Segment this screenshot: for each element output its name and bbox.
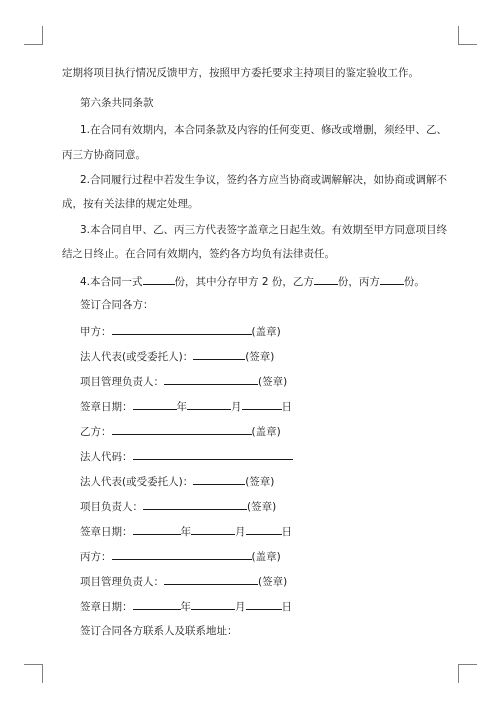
party-a-blank [112,323,252,335]
party-c-blank [112,548,252,560]
party-a-seal: (盖章) [251,326,281,338]
party-a-legal-rep-row [80,348,274,364]
year-label: 年 [180,526,191,538]
clause-1-line-1: 1.在合同有效期内，本合同条款及内容的任何变更、修改或增删，须经甲、乙、 [80,124,448,136]
pm-lead-label: 项目管理负责人： [80,376,164,388]
party-b-legal-code-row [80,448,293,464]
legal-rep-blank [193,473,245,485]
clause-3-line-2: 结之日终止。在合同有效期内，签约各方均负有法律责任。 [62,248,335,260]
paragraph-continuation: 定期将项目执行情况反馈甲方，按照甲方委托要求主持项目的鉴定验收工作。 [62,67,419,79]
party-b-date-row [80,523,292,539]
pm-lead-signature: (签章) [258,576,288,588]
clause-4-part-c: 份，丙方 [337,276,380,288]
contacts-heading: 签订合同各方联系人及联系地址： [80,625,238,637]
month-blank [187,398,231,410]
day-label: 日 [281,526,292,538]
clause-4 [80,273,425,289]
month-blank [191,523,235,535]
day-label: 日 [281,401,292,413]
party-b-row [80,423,281,439]
sign-date-label: 签章日期： [80,526,133,538]
day-blank [246,523,282,535]
day-label: 日 [281,601,292,613]
crop-mark-bottom-left [24,664,43,683]
copies-party-c-blank [380,273,404,285]
clause-3-line-1: 3.本合同自甲、乙、丙三方代表签字盖章之日起生效。有效期至甲方同意项目终 [80,224,448,236]
clause-1-line-2: 丙三方协商同意。 [62,149,146,161]
party-c-seal: (盖章) [251,551,281,563]
party-c-date-row [80,598,292,614]
party-c-label: 丙方： [80,551,112,563]
month-label: 月 [235,601,246,613]
legal-rep-signature: (签章) [245,476,275,488]
pm-lead-label: 项目管理负责人： [80,576,164,588]
pm-lead-blank [164,573,258,585]
party-b-project-lead-row [80,498,276,514]
party-b-seal: (盖章) [251,426,281,438]
legal-rep-label: 法人代表(或受委托人)： [80,351,194,363]
day-blank [246,598,282,610]
party-b-label: 乙方： [80,426,112,438]
crop-mark-top-right [458,26,477,45]
copies-total-blank [143,273,175,285]
party-a-label: 甲方： [80,326,112,338]
legal-code-blank [133,448,293,460]
pm-lead-signature: (签章) [258,376,288,388]
party-a-row [80,323,281,339]
clause-2-line-2: 成，按有关法律的规定处理。 [62,198,199,210]
clause-2-line-1: 2.合同履行过程中若发生争议，签约各方应当协商或调解解决，如协商或调解不 [80,174,448,186]
year-blank [133,523,181,535]
crop-mark-top-left [24,26,43,45]
party-b-blank [112,423,252,435]
project-lead-label: 项目负责人： [80,501,143,513]
clause-4-part-b: 份，其中分存甲方 2 份，乙方 [174,276,314,288]
sign-date-label: 签章日期： [80,601,133,613]
legal-rep-blank [193,348,245,360]
legal-code-label: 法人代码： [80,451,133,463]
year-blank [133,398,177,410]
party-b-legal-rep-row [80,473,274,489]
article-six-title: 第六条共同条款 [80,97,154,109]
month-blank [191,598,235,610]
party-c-row [80,548,281,564]
day-blank [242,398,282,410]
pm-lead-blank [164,373,258,385]
project-lead-signature: (签章) [247,501,277,513]
year-label: 年 [176,401,187,413]
crop-mark-bottom-right [458,664,477,683]
year-blank [133,598,181,610]
copies-party-b-blank [314,273,338,285]
month-label: 月 [235,526,246,538]
clause-4-part-a: 4.本合同一式 [80,276,143,288]
month-label: 月 [231,401,242,413]
party-c-pm-lead-row [80,573,287,589]
party-a-pm-lead-row [80,373,287,389]
legal-rep-signature: (签章) [245,351,275,363]
project-lead-blank [143,498,247,510]
sign-date-label: 签章日期： [80,401,133,413]
signing-parties-heading: 签订合同各方： [80,299,154,311]
clause-4-part-d: 份。 [403,276,425,288]
party-a-date-row [80,398,292,414]
legal-rep-label: 法人代表(或受委托人)： [80,476,194,488]
year-label: 年 [180,601,191,613]
